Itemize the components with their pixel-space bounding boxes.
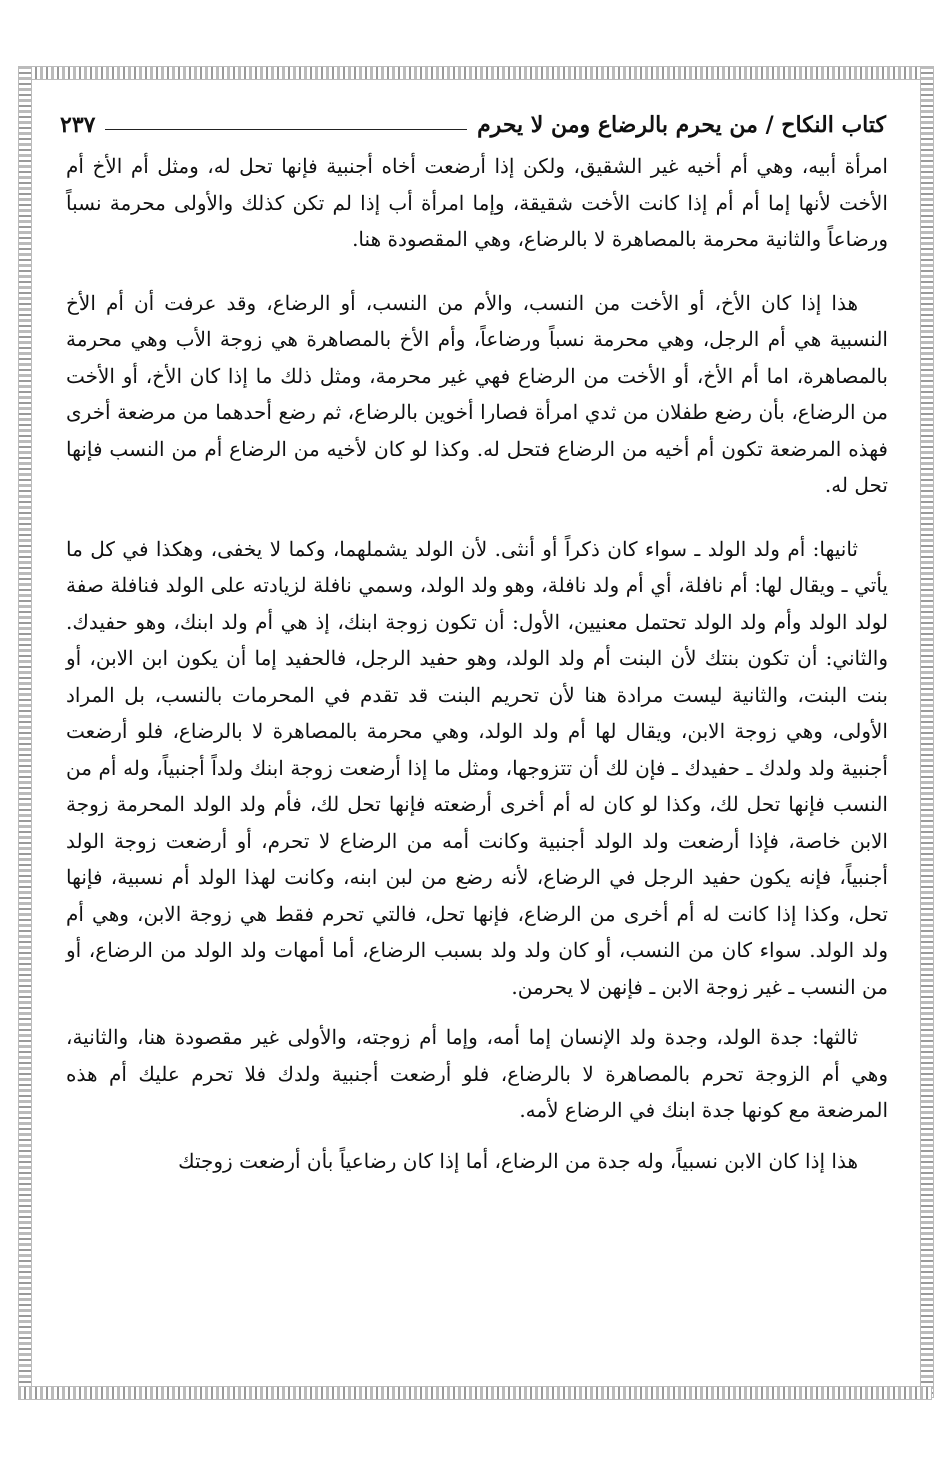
paragraph-mother-of-brother: هذا إذا كان الأخ، أو الأخت من النسب، والأم من النسب، أو الرضاع، وقد عرفت أن أم الأخ النسبية هي أم الرجل، وهي محرمة نسباً ورضاعاً، وأم الأخ بالمصاهرة هي زوجة الأب وهي محرمة بالمصاهرة، اما أم الأخ، أو الأخت من الرضاع فهي غير محرمة، ومثل ذلك ما إذا كان الأخ، أو الأخت من الرضاع، بأن رضع طفلان من ثدي امرأة فصارا أخوين بالرضاع، ثم رضع أحدهما من مرضعة أخرى فهذه المرضعة تكون أم أخيه من الرضاع فتحل له. وكذا لو كان لأخيه من الرضاع أم من النسب فإنها تحل له. bbox=[66, 290, 889, 497]
paragraph-second-item: ثانيها: أم ولد الولد ـ سواء كان ذكراً أو أنثى. لأن الولد يشملهما، وكما لا يخفى، وهكذا في كل ما يأتي ـ ويقال لها: أم نافلة، أي أم ولد نافلة، وهو ولد الولد، وسمي نافلة لزيادته على الولد فنافلة صفة لولد الولد وأم ولد الولد تحتمل معنيين، الأول: أن تكون زوجة ابنك، إذ هي أم ولد ابنك، وهو حفيدك. والثاني: أن تكون بنتك لأن البنت أم ولد الولد، وهو حفيد الرجل، فالحفيد إما أن يكون ابن الابن، أو بنت البنت، والثانية ليست مرادة هنا لأن تحريم البنت قد تقدم في المحرمات بالنسب، بل المراد الأولى، وهي زوجة الابن، ويقال لها أم ولد الولد، وهي محرمة بالمصاهرة لا بالرضاع، فلو أرضعت أجنبية ولد ولدك ـ حفيدك ـ فإن لك أن تتزوجها، ومثل ما إذا أرضعت زوجة ابنك ولداً أجنبياً، وله أم من النسب فإنها تحل لك، وكذا لو كان له أم أخرى أرضعته فإنها تحل لك، فأم ولد الولد المحرمة زوجة الابن خاصة، فإذا أرضعت ولد الولد أجنبية وكانت أمه من الرضاع لا تحرم، أو أرضعت زوجة الولد أجنبياً، فإنه يكون حفيد الرجل في الرضاع، لأنه رضع من لبن ابنه، وكانت لهذا الولد أم نسبية، فإنها تحل، وكذا إذا كانت له أم أخرى من الرضاع، فإنها تحل، فالتي تحرم فقط هي زوجة الابن، وهي أم ولد الولد. سواء كان من النسب، أو كان ولد ولد بسبب الرضاع، أما أمهات ولد الولد من الرضاع، أو من النسب ـ غير زوجة الابن ـ فإنهن لا يحرمن. bbox=[66, 536, 888, 999]
running-header bbox=[60, 108, 886, 142]
page-body bbox=[66, 148, 888, 1179]
paragraph-closing: هذا إذا كان الابن نسبياً، وله جدة من الرضاع، أما إذا كان رضاعياً بأن أرضعت زوجتك bbox=[178, 1148, 858, 1173]
decorative-border-right bbox=[920, 66, 934, 1398]
chapter-title: كتاب النكاح / من يحرم بالرضاع ومن لا يحرم bbox=[477, 112, 886, 138]
page-number: ٢٣٧ bbox=[60, 112, 96, 138]
decorative-border-top bbox=[18, 66, 932, 80]
paragraph-third-item: ثالثها: جدة الولد، وجدة ولد الإنسان إما أمه، وإما أم زوجته، والأولى غير مقصودة هنا، والثانية، وهي أم الزوجة تحرم بالمصاهرة لا بالرضاع، فلو أرضعت أجنبية ولدك فلا تحرم عليك أم هذه المرضعة مع كونها جدة ابنك في الرضاع لأمه. bbox=[66, 1025, 888, 1122]
header-rule bbox=[105, 129, 467, 130]
decorative-border-bottom bbox=[18, 1386, 932, 1400]
paragraph-continued: امرأة أبيه، وهي أم أخيه غير الشقيق، ولكن إذا أرضعت أخاه أجنبية فإنها تحل له، ومثل أم الأخ أم الأخت لأنها إما أم أم إذا كانت الأخت شقيقة، وإما امرأة أب إذا لم تكن كذلك والأولى محرمة نسباً ورضاعاً والثانية محرمة بالمصاهرة لا بالرضاع، وهي المقصودة هنا. bbox=[66, 154, 888, 251]
decorative-border-left bbox=[18, 66, 32, 1398]
